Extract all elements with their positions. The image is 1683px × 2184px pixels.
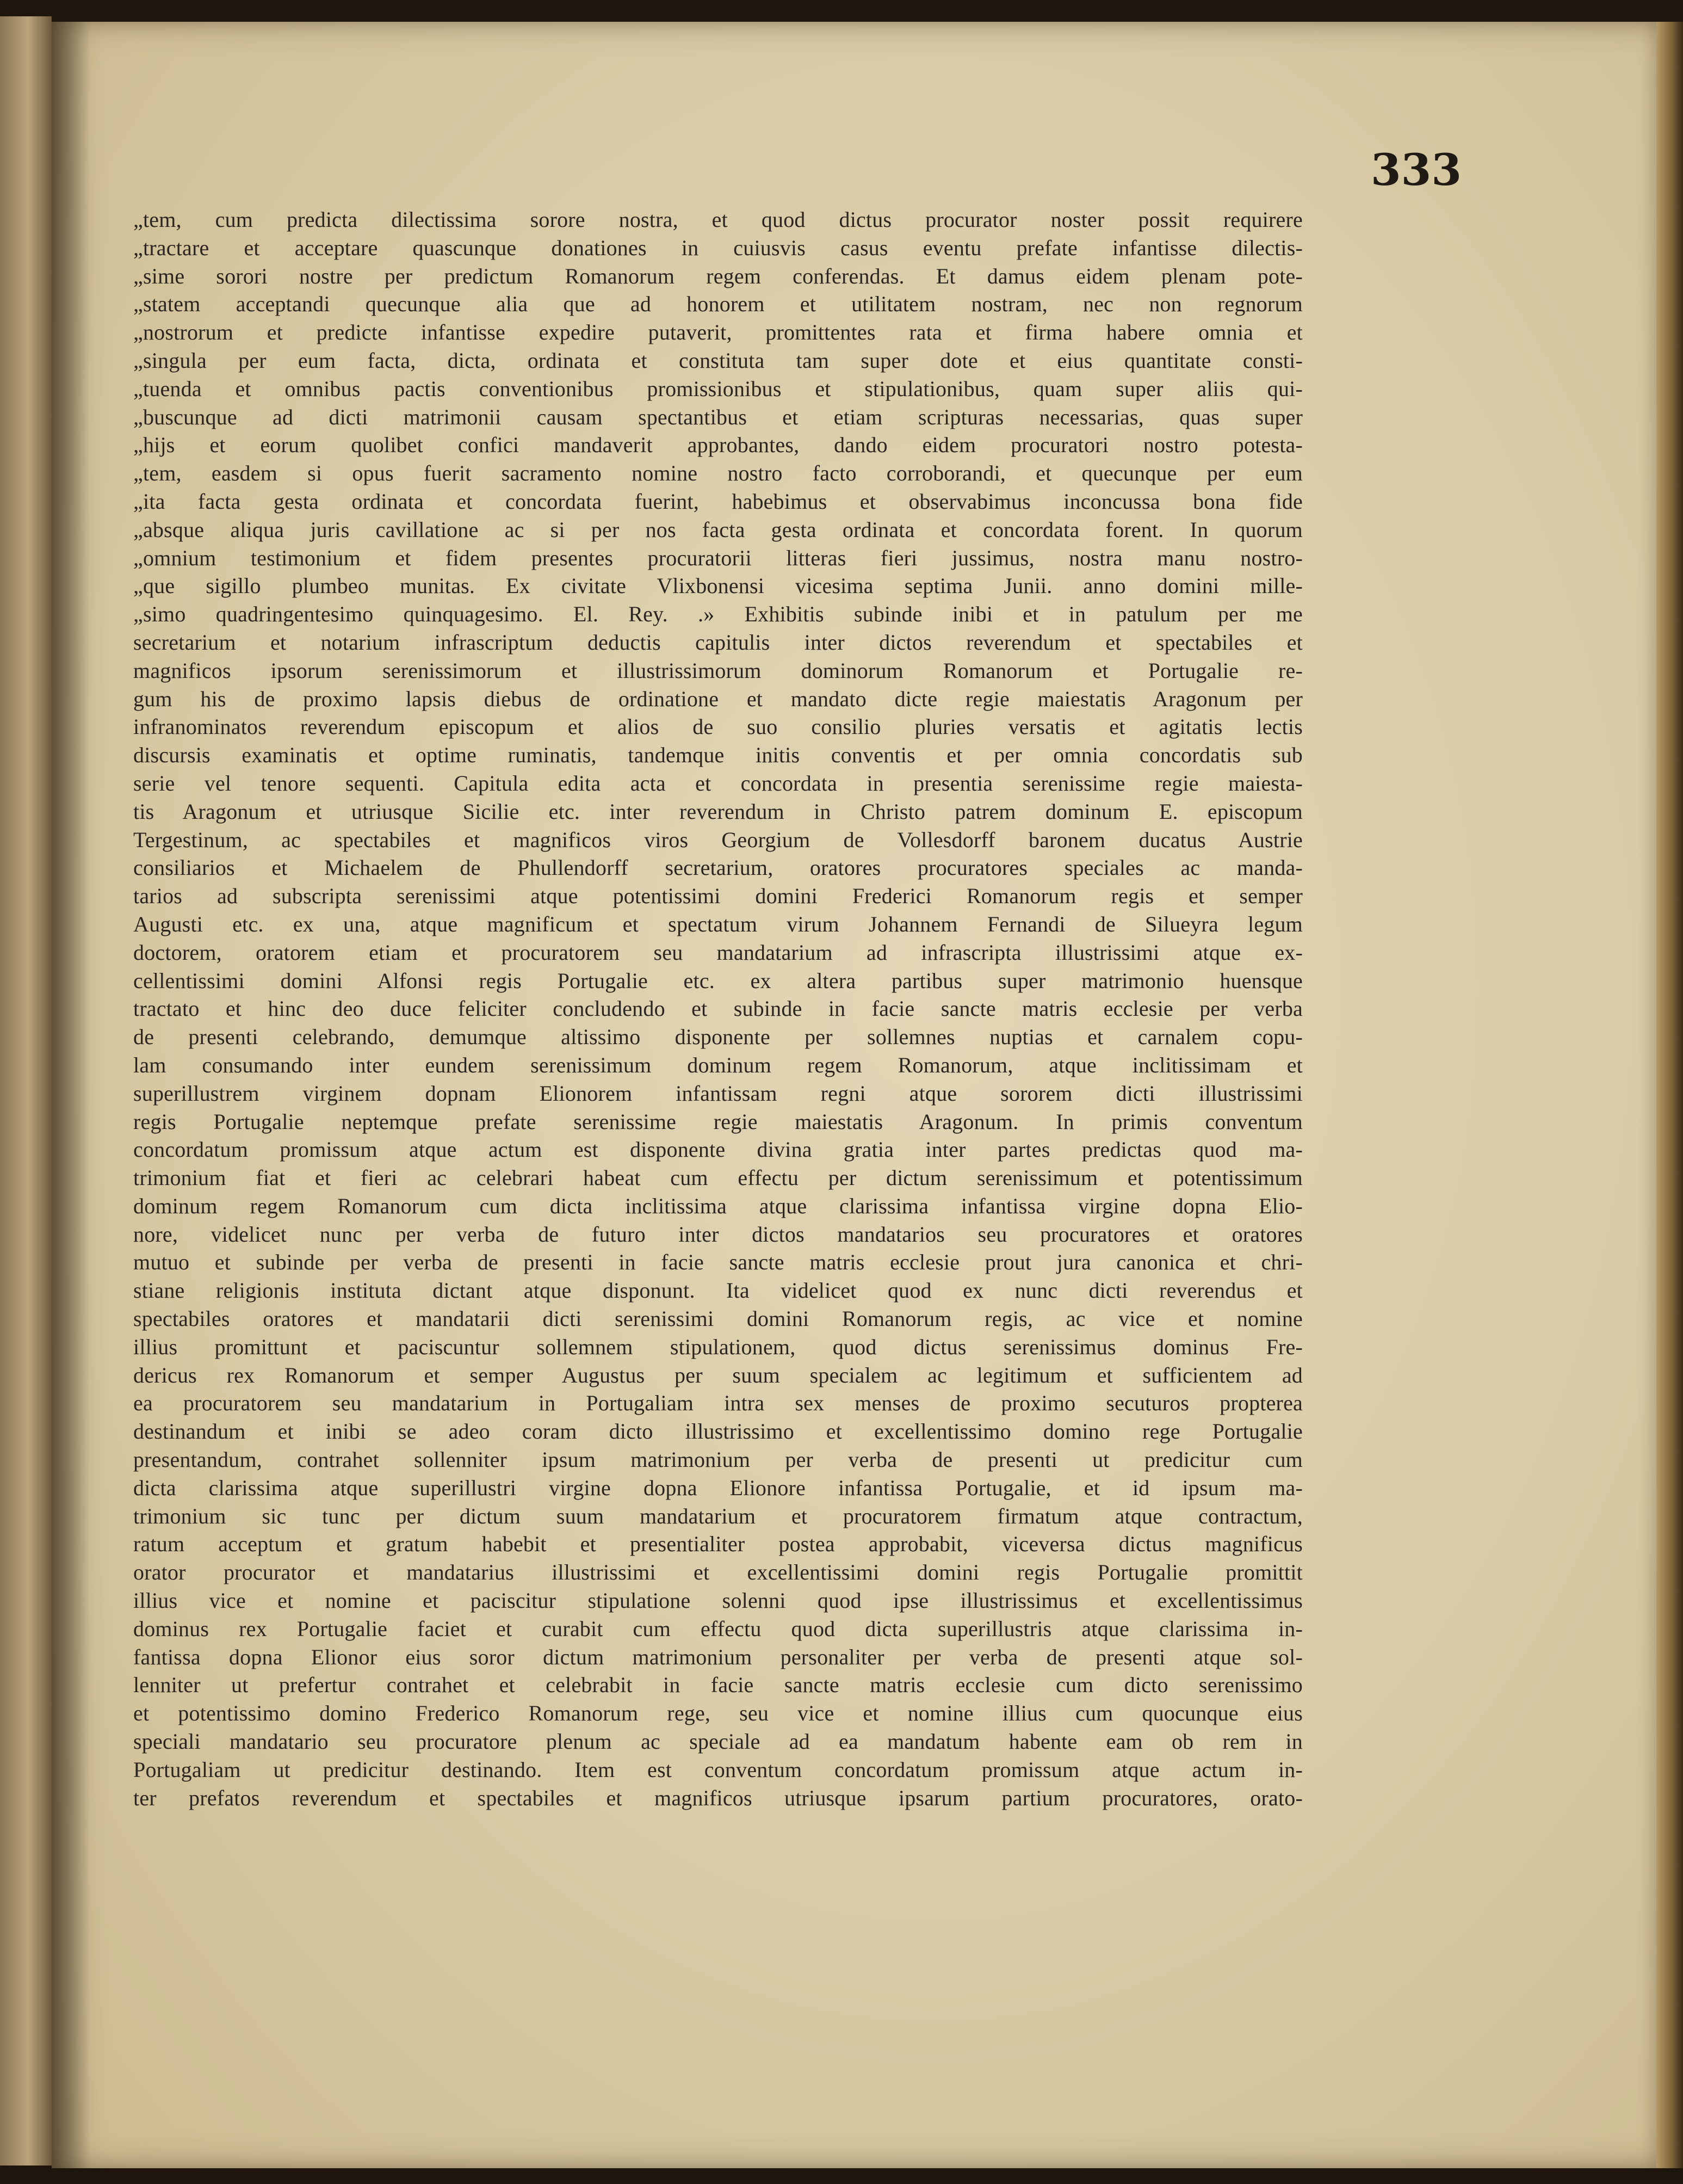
text-line: „tuenda et omnibus pactis conventionibus promissionibus et stipulationibus, quam super aliis qui- (133, 376, 1303, 401)
text-line: trimonium sic tunc per dictum suum mandatarium et procuratorem firmatum atque contractum, (133, 1503, 1303, 1528)
text-line: dominum regem Romanorum cum dicta inclitissima atque clarissima infantissa virgine dopna Elio- (133, 1193, 1303, 1218)
text-line: concordatum promissum atque actum est disponente divina gratia inter partes predictas quod ma- (133, 1137, 1303, 1162)
text-line: tarios ad subscripta serenissimi atque potentissimi domini Frederici Romanorum regis et semper (133, 884, 1303, 909)
text-line: illius vice et nomine et paciscitur stipulatione solenni quod ipse illustrissimus et excellentissimus (133, 1588, 1303, 1613)
gutter-shadow (52, 22, 90, 2168)
text-line: dominus rex Portugalie faciet et curabit cum effectu quod dicta superillustris atque clarissima in- (133, 1616, 1303, 1641)
text-line: nore, videlicet nunc per verba de futuro inter dictos mandatarios seu procuratores et oratores (133, 1221, 1303, 1247)
text-line: „statem acceptandi quecunque alia que ad honorem et utilitatem nostram, nec non regnorum (133, 292, 1303, 317)
text-line: lenniter ut prefertur contrahet et celebrabit in facie sancte matris ecclesie cum dicto serenissimo (133, 1673, 1303, 1698)
text-line: „tractare et acceptare quascunque donationes in cuiusvis casus eventu prefate infantisse dilectis- (133, 235, 1303, 260)
text-line: „omnium testimonium et fidem presentes procuratorii litteras fieri jussimus, nostra manu nostro- (133, 545, 1303, 570)
page-number: 333 (1371, 144, 1462, 195)
text-line: tis Aragonum et utriusque Sicilie etc. inter reverendum in Christo patrem dominum E. episcopum (133, 799, 1303, 824)
text-line: ter prefatos reverendum et spectabiles et magnificos utriusque ipsarum partium procuratores, orato- (133, 1785, 1303, 1810)
text-line: infranominatos reverendum episcopum et alios de suo consilio pluries versatis et agitatis lectis (133, 714, 1303, 739)
text-line: doctorem, oratorem etiam et procuratorem seu mandatarium ad infrascripta illustrissimi atque ex- (133, 940, 1303, 965)
text-line: consiliarios et Michaelem de Phullendorff secretarium, oratores procuratores speciales ac manda- (133, 855, 1303, 880)
text-line: magnificos ipsorum serenissimorum et illustrissimorum dominorum Romanorum et Portugalie re- (133, 658, 1303, 683)
text-line: „ita facta gesta ordinata et concordata fuerint, habebimus et observabimus inconcussa bona fide (133, 489, 1303, 514)
text-line: ratum acceptum et gratum habebit et presentialiter postea approbabit, viceversa dictus magnificus (133, 1532, 1303, 1557)
text-line: orator procurator et mandatarius illustrissimi et excellentissimi domini regis Portugalie promittit (133, 1560, 1303, 1585)
text-line: Augusti etc. ex una, atque magnificum et spectatum virum Johannem Fernandi de Silueyra legum (133, 911, 1303, 936)
text-line: serie vel tenore sequenti. Capitula edita acta et concordata in presentia serenissime regie maiesta- (133, 770, 1303, 795)
text-line: „hijs et eorum quolibet confici mandaverit approbantes, dando eidem procuratori nostro potesta- (133, 433, 1303, 458)
text-line: „singula per eum facta, dicta, ordinata et constituta tam super dote et eius quantitate consti- (133, 348, 1303, 373)
text-line: gum his de proximo lapsis diebus de ordinatione et mandato dicte regie maiestatis Aragonum per (133, 686, 1303, 711)
text-line: cellentissimi domini Alfonsi regis Portugalie etc. ex altera partibus super matrimonio huensque (133, 968, 1303, 993)
text-line: „buscunque ad dicti matrimonii causam spectantibus et etiam scripturas necessarias, quas super (133, 404, 1303, 429)
text-line: de presenti celebrando, demumque altissimo disponente per sollemnes nuptias et carnalem copu- (133, 1025, 1303, 1050)
text-line: presentandum, contrahet sollenniter ipsum matrimonium per verba de presenti ut predicitur cum (133, 1447, 1303, 1472)
text-line: superillustrem virginem dopnam Elionorem infantissam regni atque sororem dicti illustrissimi (133, 1081, 1303, 1106)
text-line: „absque aliqua juris cavillatione ac si per nos facta gesta ordinata et concordata forent. In quorum (133, 517, 1303, 542)
facing-page-edge (0, 16, 52, 2166)
text-line: „nostrorum et predicte infantisse expedire putaverit, promittentes rata et firma habere omnia et (133, 320, 1303, 345)
text-line: discursis examinatis et optime ruminatis, tandemque initis conventis et per omnia concordatis sub (133, 743, 1303, 768)
text-line: „sime sorori nostre per predictum Romanorum regem conferendas. Et damus eidem plenam pote- (133, 263, 1303, 288)
text-line: destinandum et inibi se adeo coram dicto illustrissimo et excellentissimo domino rege Portugalie (133, 1419, 1303, 1444)
text-line: trimonium fiat et fieri ac celebrari habeat cum effectu per dictum serenissimum et potentissimum (133, 1165, 1303, 1190)
text-line: „tem, easdem si opus fuerit sacramento nomine nostro facto corroborandi, et quecunque per eum (133, 461, 1303, 486)
text-line: secretarium et notarium infrascriptum deductis capitulis inter dictos reverendum et spectabiles et (133, 630, 1303, 655)
text-line: fantissa dopna Elionor eius soror dictum matrimonium personaliter per verba de presenti atque sol- (133, 1644, 1303, 1669)
text-line: spectabiles oratores et mandatarii dicti serenissimi domini Romanorum regis, ac vice et nomine (133, 1306, 1303, 1331)
text-line: ea procuratorem seu mandatarium in Portugaliam intra sex menses de proximo secuturos propterea (133, 1391, 1303, 1416)
text-line: illius promittunt et paciscuntur sollemnem stipulationem, quod dictus serenissimus dominus Fre- (133, 1334, 1303, 1359)
text-line: et potentissimo domino Frederico Romanorum rege, seu vice et nomine illius cum quocunque eius (133, 1701, 1303, 1726)
text-line: tractato et hinc deo duce feliciter concludendo et subinde in facie sancte matris ecclesie per verba (133, 996, 1303, 1021)
text-line: „simo quadringentesimo quinquagesimo. El. Rey. .» Exhibitis subinde inibi et in patulum per me (133, 602, 1303, 627)
text-line: stiane religionis instituta dictant atque disponunt. Ita videlicet quod ex nunc dicti reverendus et (133, 1278, 1303, 1303)
text-line: „tem, cum predicta dilectissima sorore nostra, et quod dictus procurator noster possit requirere (133, 207, 1303, 232)
text-line: lam consumando inter eundem serenissimum dominum regem Romanorum, atque inclitissimam et (133, 1052, 1303, 1077)
text-line: mutuo et subinde per verba de presenti in facie sancte matris ecclesie prout jura canonica et chri- (133, 1250, 1303, 1275)
page-right-edge (1656, 22, 1683, 2168)
text-line: „que sigillo plumbeo munitas. Ex civitate Vlixbonensi vicesima septima Junii. anno domini mille- (133, 573, 1303, 599)
text-line: dicta clarissima atque superillustri virgine dopna Elionore infantissa Portugalie, et id ipsum ma- (133, 1475, 1303, 1500)
text-line: Portugaliam ut predicitur destinando. Item est conventum concordatum promissum atque actum in- (133, 1757, 1303, 1782)
text-line: speciali mandatario seu procuratore plenum ac speciale ad ea mandatum habente eam ob rem in (133, 1729, 1303, 1754)
text-line: dericus rex Romanorum et semper Augustus per suum specialem ac legitimum et sufficientem ad (133, 1362, 1303, 1387)
text-line: regis Portugalie neptemque prefate serenissime regie maiestatis Aragonum. In primis conventum (133, 1109, 1303, 1134)
body-text (133, 206, 1303, 1812)
text-line: Tergestinum, ac spectabiles et magnificos viros Georgium de Vollesdorff baronem ducatus Austrie (133, 827, 1303, 852)
